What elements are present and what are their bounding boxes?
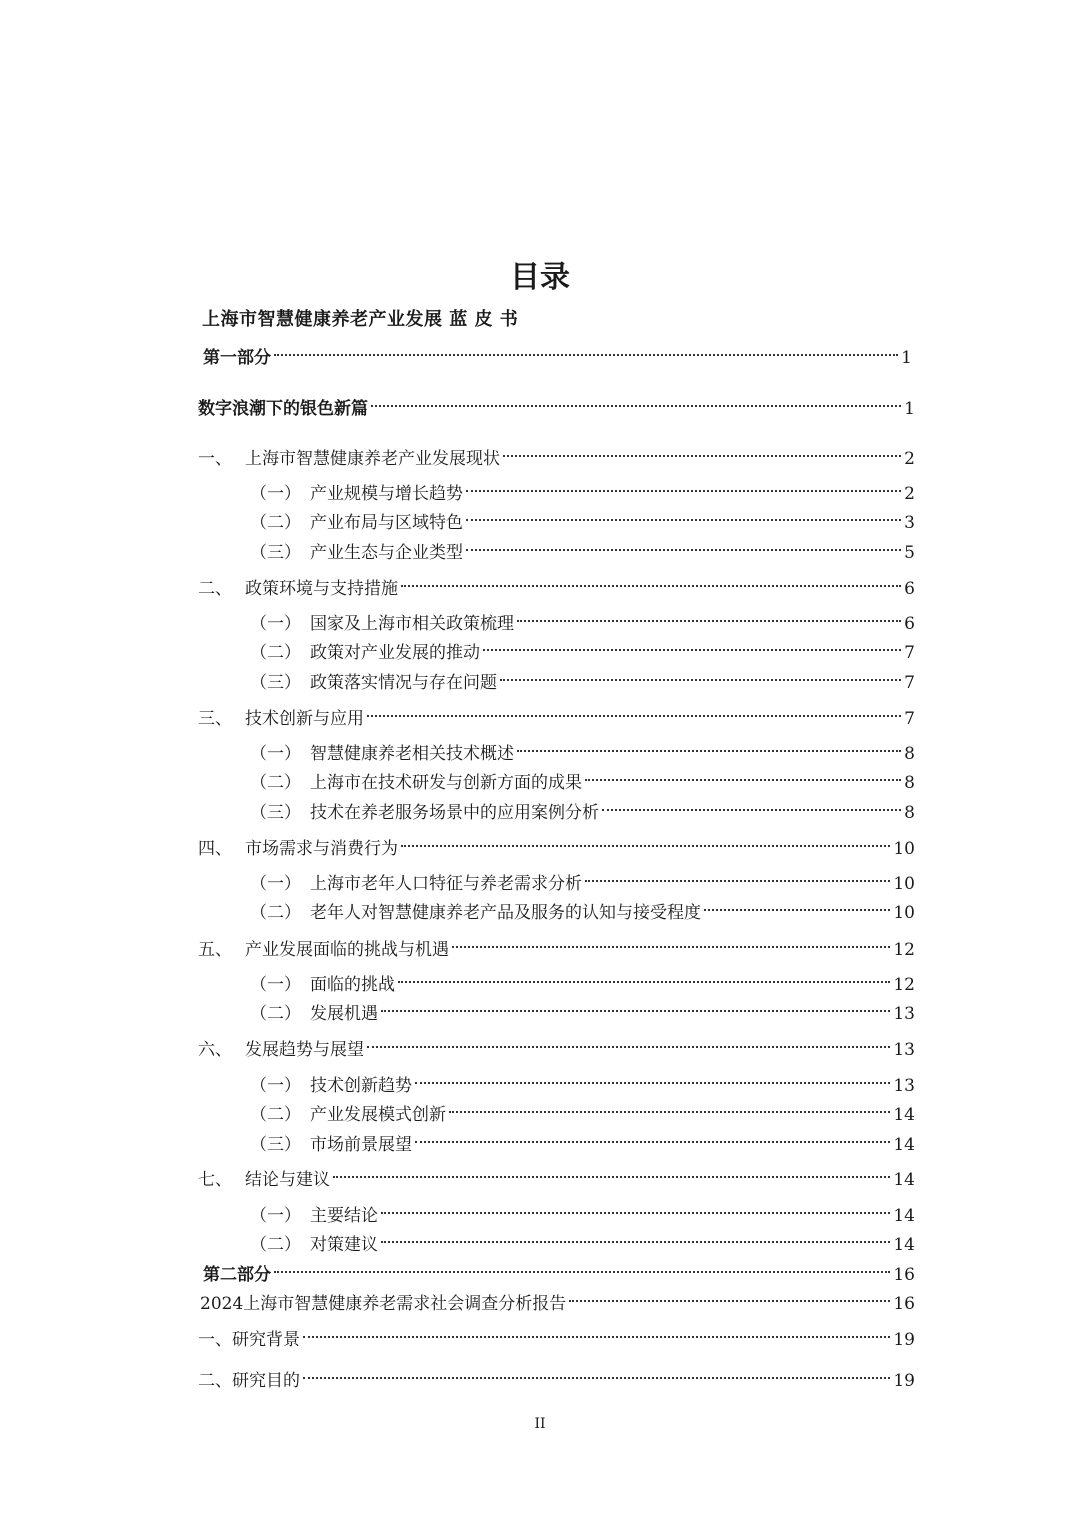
- toc-entry-text: 对策建议: [310, 1235, 378, 1255]
- toc-entry-number: （一）: [250, 744, 301, 764]
- toc-dot-leader: [274, 1243, 890, 1273]
- toc-dot-leader: [371, 377, 901, 407]
- toc-entry-label: [198, 1367, 300, 1395]
- toc-dot-leader: [367, 1018, 890, 1048]
- toc-entry[interactable]: [198, 824, 915, 859]
- toc-page-number: 14: [893, 1235, 915, 1255]
- toc-entry-label: [198, 1036, 364, 1064]
- toc-page-number: 13: [893, 1076, 915, 1096]
- toc-dot-leader: [517, 722, 901, 752]
- toc-entry-text: 面临的挑战: [310, 975, 395, 995]
- toc-page-number: 6: [904, 579, 915, 599]
- toc-entry-number: （二）: [250, 903, 301, 923]
- toc-entry[interactable]: [198, 434, 915, 469]
- toc-entry-text: 发展机遇: [310, 1004, 378, 1024]
- toc-entry[interactable]: [250, 989, 915, 1024]
- toc-dot-leader: [503, 427, 901, 457]
- toc-entry[interactable]: [250, 788, 915, 823]
- toc-entry-number: （二）: [250, 643, 301, 663]
- toc-dot-leader: [466, 491, 901, 521]
- toc-dot-leader: [704, 881, 890, 911]
- toc-entry-label: [203, 344, 271, 372]
- toc-entry-number: 三、: [198, 709, 232, 729]
- toc-page-number: 5: [904, 543, 915, 563]
- toc-entry-text: 上海市在技术研发与创新方面的成果: [310, 773, 582, 793]
- toc-dot-leader: [585, 751, 901, 781]
- page-number-footer: II: [534, 1416, 546, 1432]
- toc-page-number: 7: [904, 709, 915, 729]
- toc-dot-leader: [401, 557, 901, 587]
- toc-dot-leader: [381, 982, 890, 1012]
- toc-entry-text: 政策对产业发展的推动: [310, 643, 480, 663]
- toc-page-number: 14: [893, 1206, 915, 1226]
- toc-entry[interactable]: [198, 1315, 915, 1350]
- book-title: 上海市智慧健康养老产业发展 蓝 皮 书: [202, 309, 519, 330]
- toc-entry-text: 结论与建议: [245, 1170, 330, 1190]
- toc-dot-leader: [303, 1308, 890, 1338]
- toc-entry-text: 2024上海市智慧健康养老需求社会调查分析报告: [200, 1294, 567, 1314]
- toc-entry-text: 技术创新与应用: [245, 709, 364, 729]
- toc-entry[interactable]: [250, 1120, 915, 1155]
- toc-page-number: 10: [893, 874, 915, 894]
- toc-page-number: 13: [893, 1040, 915, 1060]
- toc-entry-text: 数字浪潮下的银色新篇: [198, 399, 368, 419]
- toc-page-number: 1: [904, 399, 915, 419]
- toc-entry[interactable]: [198, 1025, 915, 1060]
- toc-dot-leader: [500, 651, 901, 681]
- page-title: 目录: [510, 260, 570, 295]
- toc-entry-text: 主要结论: [310, 1206, 378, 1226]
- toc-entry[interactable]: [250, 658, 915, 693]
- toc-page-number: 2: [904, 484, 915, 504]
- toc-dot-leader: [585, 852, 890, 882]
- toc-entry-text: 产业布局与区域特色: [310, 513, 463, 533]
- toc-entry-text: 二、研究目的: [198, 1371, 300, 1391]
- toc-entry[interactable]: [198, 564, 915, 599]
- toc-page-number: 3: [904, 513, 915, 533]
- toc-page-number: 6: [904, 614, 915, 634]
- toc-dot-leader: [483, 621, 901, 651]
- toc-entry-text: 第一部分: [203, 348, 271, 368]
- toc-dot-leader: [367, 687, 901, 717]
- toc-entry-text: 国家及上海市相关政策梳理: [310, 614, 514, 634]
- toc-entry-number: 二、: [198, 579, 232, 599]
- toc-entry-number: （二）: [250, 1105, 301, 1125]
- toc-dot-leader: [381, 1184, 890, 1214]
- toc-entry[interactable]: [198, 1155, 915, 1190]
- toc-entry-label: [250, 1000, 378, 1028]
- toc-entry[interactable]: [198, 925, 915, 960]
- toc-entry-text: 技术在养老服务场景中的应用案例分析: [310, 803, 599, 823]
- toc-dot-leader: [449, 1083, 890, 1113]
- toc-entry-number: （一）: [250, 1206, 301, 1226]
- toc-dot-leader: [415, 1054, 890, 1084]
- toc-entry[interactable]: [198, 384, 915, 419]
- toc-entry-text: 政策落实情况与存在问题: [310, 673, 497, 693]
- toc-dot-leader: [274, 326, 898, 356]
- toc-entry-number: （二）: [250, 1235, 301, 1255]
- toc-entry[interactable]: [198, 694, 915, 729]
- toc-dot-leader: [401, 817, 890, 847]
- toc-entry-text: 产业生态与企业类型: [310, 543, 463, 563]
- toc-page-number: 13: [893, 1004, 915, 1024]
- toc-page-number: 10: [893, 839, 915, 859]
- toc-page-number: 19: [893, 1330, 915, 1350]
- toc-entry-text: 技术创新趋势: [310, 1076, 412, 1096]
- toc-page-number: 12: [893, 940, 915, 960]
- toc-entry-number: （三）: [250, 803, 301, 823]
- toc-entry-number: （三）: [250, 1135, 301, 1155]
- toc-entry[interactable]: [250, 528, 915, 563]
- toc-entry-text: 市场需求与消费行为: [245, 839, 398, 859]
- toc-entry-number: （一）: [250, 975, 301, 995]
- toc-entry-text: 政策环境与支持措施: [245, 579, 398, 599]
- toc-page-number: 19: [893, 1371, 915, 1391]
- toc-entry-number: 一、: [198, 449, 232, 469]
- toc-page-number: 14: [893, 1135, 915, 1155]
- toc-dot-leader: [303, 1349, 890, 1379]
- toc-entry-number: （一）: [250, 874, 301, 894]
- toc-entry-text: 智慧健康养老相关技术概述: [310, 744, 514, 764]
- toc-entry-number: 七、: [198, 1170, 232, 1190]
- toc-entry-text: 上海市老年人口特征与养老需求分析: [310, 874, 582, 894]
- toc-entry-number: （三）: [250, 543, 301, 563]
- toc-entry-number: （一）: [250, 1076, 301, 1096]
- toc-page-number: 7: [904, 673, 915, 693]
- toc-entry-number: （一）: [250, 484, 301, 504]
- toc-entry-number: （二）: [250, 1004, 301, 1024]
- toc-entry-text: 产业发展模式创新: [310, 1105, 446, 1125]
- toc-dot-leader: [517, 592, 901, 622]
- toc-entry-label: [198, 1326, 300, 1354]
- toc-entry-number: （二）: [250, 773, 301, 793]
- toc-dot-leader: [333, 1148, 890, 1178]
- toc-entry-text: 第二部分: [203, 1265, 271, 1285]
- toc-entry-number: 四、: [198, 839, 232, 859]
- toc-entry[interactable]: [250, 888, 915, 923]
- toc-page-number: 16: [893, 1294, 915, 1314]
- toc-dot-leader: [602, 781, 901, 811]
- toc-page-number: 14: [893, 1170, 915, 1190]
- toc-dot-leader: [398, 953, 890, 983]
- toc-page-number: 14: [893, 1105, 915, 1125]
- toc-entry-text: 产业规模与增长趋势: [310, 484, 463, 504]
- toc-dot-leader: [415, 1113, 890, 1143]
- toc-entry-number: （一）: [250, 614, 301, 634]
- toc-entry-label: [198, 1166, 330, 1194]
- toc-entry-number: （二）: [250, 513, 301, 533]
- toc-page-number: 8: [904, 803, 915, 823]
- toc-page-number: 2: [904, 449, 915, 469]
- toc-entry-text: 一、研究背景: [198, 1330, 300, 1350]
- toc-page-number: 8: [904, 744, 915, 764]
- toc-dot-leader: [452, 918, 890, 948]
- toc-entry[interactable]: [198, 1356, 915, 1391]
- toc-entry-number: 六、: [198, 1040, 232, 1060]
- toc-page-number: 7: [904, 643, 915, 663]
- toc-entry-text: 市场前景展望: [310, 1135, 412, 1155]
- toc-entry[interactable]: [200, 1279, 915, 1314]
- toc-page-number: 8: [904, 773, 915, 793]
- toc-dot-leader: [381, 1213, 890, 1243]
- toc-page-number: 1: [901, 348, 912, 368]
- toc-entry-label: [198, 395, 368, 423]
- toc-entry-text: 上海市智慧健康养老产业发展现状: [245, 449, 500, 469]
- toc-entry-number: 五、: [198, 940, 232, 960]
- toc-entry-text: 发展趋势与展望: [245, 1040, 364, 1060]
- toc-entry-text: 产业发展面临的挑战与机遇: [245, 940, 449, 960]
- toc-dot-leader: [569, 1272, 890, 1302]
- toc-page-number: 10: [893, 903, 915, 923]
- toc-page-number: 12: [893, 975, 915, 995]
- toc-page-number: 16: [893, 1265, 915, 1285]
- toc-entry-text: 老年人对智慧健康养老产品及服务的认知与接受程度: [310, 903, 701, 923]
- toc-entry[interactable]: [203, 333, 912, 368]
- toc-dot-leader: [466, 462, 901, 492]
- toc-dot-leader: [466, 521, 901, 551]
- toc-entry-number: （三）: [250, 673, 301, 693]
